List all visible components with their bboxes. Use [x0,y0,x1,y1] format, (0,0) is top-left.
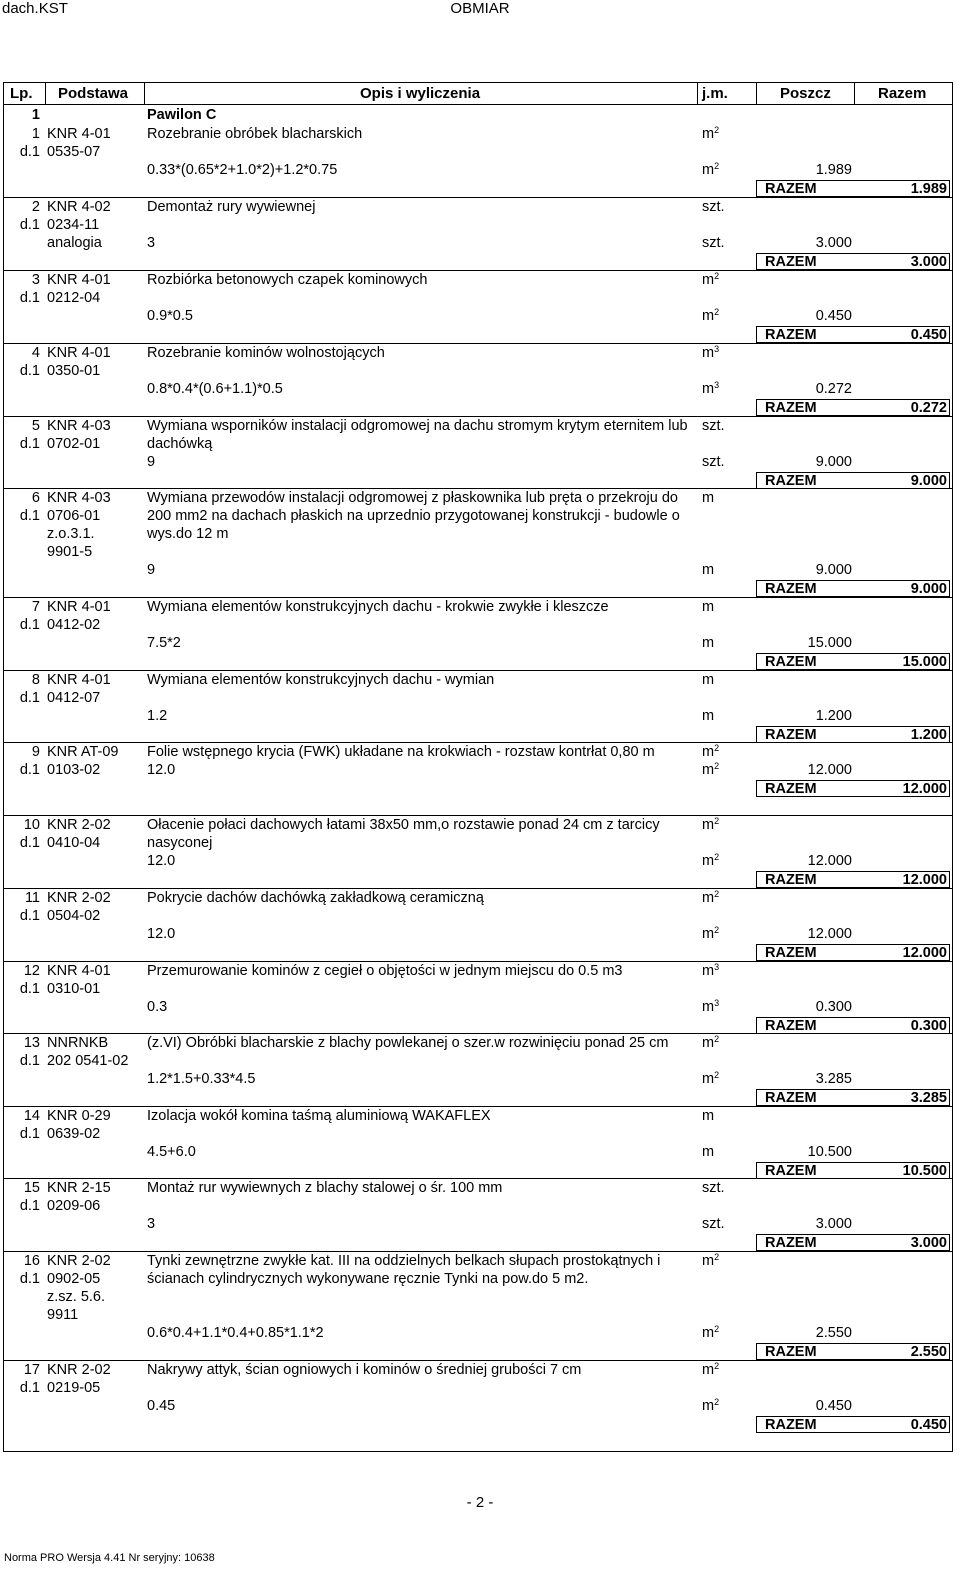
item-calc-unit: $m^2$ [702,1397,720,1414]
item-lp [4,598,40,634]
item-calculation: 12.0 [147,762,176,778]
item-lp-line: 7 [31,599,40,615]
item-lp-line: d.1 [19,508,40,524]
item-podstawa-line: z.o.3.1. [47,526,95,542]
item-lp [4,125,40,161]
item-lp-line: d.1 [19,1380,40,1396]
item-calc-unit: $m^2$ [702,852,720,869]
item-description: Folie wstępnego krycia (FWK) układane na krokwiach - rozstaw kontrłat 0,80 m [147,744,655,760]
item-poszcz-value: 9.000 [815,562,852,578]
razem-value: 1.200 [910,727,947,743]
item-description: Nakrywy attyk, ścian ogniowych i kominów o średniej grubości 7 cm [147,1362,582,1378]
razem-value: 9.000 [910,473,947,489]
item-lp-line: 16 [23,1253,40,1269]
item-poszcz-value: 12.000 [807,853,852,869]
item-podstawa-line: 0310-01 [47,981,101,997]
item-razem-box [756,726,950,743]
col-poszcz: Poszcz [780,85,831,102]
item-lp-line: 15 [23,1180,40,1196]
razem-value: 2.550 [910,1344,947,1360]
item-lp [4,816,40,852]
item-podstawa [47,816,142,852]
item-lp [4,962,40,998]
item-description: Przemurowanie kominów z cegieł o objętości w jednym miejscu do 0.5 m3 [147,963,623,979]
section-title: Pawilon C [147,107,217,123]
razem-label: RAZEM [765,654,817,670]
item-unit: $m^2$ [702,743,720,760]
item-calculation: 0.8*0.4*(0.6+1.1)*0.5 [147,381,283,397]
item-lp-line: 9 [31,744,40,760]
item-lp-line: d.1 [19,762,40,778]
table-header [4,83,952,105]
item-description: Rozbiórka betonowych czapek kominowych [147,272,428,288]
item-lp-line: 14 [23,1108,40,1124]
item-calc-unit: szt. [702,1216,725,1232]
item-podstawa [47,1179,142,1215]
item-calculation: 3 [147,235,156,251]
razem-label: RAZEM [765,1344,817,1360]
item-poszcz-value: 3.000 [815,1216,852,1232]
item-lp-line: d.1 [19,217,40,233]
item-razem-box [756,1343,950,1360]
item-razem-box [756,1017,950,1034]
item-razem-box [756,253,950,270]
item-lp-line: d.1 [19,617,40,633]
razem-label: RAZEM [765,1235,817,1251]
item-unit: szt. [702,1180,725,1196]
item-calculation: 0.3 [147,999,168,1015]
item-lp [4,889,40,925]
item-lp-line: 8 [31,672,40,688]
page-number: - 2 - [466,1494,494,1511]
item-podstawa [47,344,142,380]
item-poszcz-value: 3.285 [815,1071,852,1087]
item-calc-unit: $m^2$ [702,761,720,778]
item-razem-box [756,180,950,197]
item-lp [4,1179,40,1215]
item-poszcz-value: 12.000 [807,926,852,942]
item-podstawa-line: KNR 4-01 [47,599,111,615]
item-row [4,344,952,417]
item-description: Wymiana elementów konstrukcyjnych dachu - wymian [147,672,495,688]
item-lp-line: d.1 [19,1053,40,1069]
col-podstawa: Podstawa [58,85,129,102]
item-description: (z.VI) Obróbki blacharskie z blachy powlekanej o szer.w rozwinięciu ponad 25 cm [147,1035,669,1051]
razem-value: 3.000 [910,254,947,270]
item-calculation: 3 [147,1216,156,1232]
item-razem-box [756,399,950,416]
item-razem-box [756,326,950,343]
razem-label: RAZEM [765,1417,817,1433]
item-poszcz-value: 10.500 [807,1144,852,1160]
item-calc-unit: $m^2$ [702,925,720,942]
razem-value: 1.989 [910,181,947,197]
item-lp-line: 13 [23,1035,40,1051]
item-calc-unit: m [702,1144,715,1160]
razem-label: RAZEM [765,581,817,597]
item-lp-line: d.1 [19,363,40,379]
razem-label: RAZEM [765,872,817,888]
item-podstawa [47,271,142,307]
item-calculation: 1.2 [147,708,168,724]
item-description: Wymiana przewodów instalacji odgromowej z płaskownika lub pręta o przekroju do 200 mm2 na dachach płaskich na uprzednio przygotowanej konstrukcji - budowle o wys.do 12 m [147,490,680,542]
col-razem: Razem [878,85,927,102]
item-calculation: 12.0 [147,853,176,869]
item-poszcz-value: 15.000 [807,635,852,651]
item-unit: szt. [702,199,725,215]
item-calc-unit: $m^2$ [702,1324,720,1341]
item-unit: $m^2$ [702,1361,720,1378]
item-lp-line: d.1 [19,1126,40,1142]
item-row [4,889,952,962]
item-description: Demontaż rury wywiewnej [147,199,316,215]
razem-value: 9.000 [910,581,947,597]
item-lp-line: 2 [31,199,40,215]
item-description: Wymiana wsporników instalacji odgromowej na dachu stromym krytym eternitem lub dachówką [147,418,688,452]
item-lp-line: d.1 [19,1271,40,1287]
item-lp [4,671,40,707]
item-lp-line: d.1 [19,835,40,851]
item-row [4,671,952,743]
item-lp-line: d.1 [19,690,40,706]
razem-value: 0.450 [910,327,947,343]
item-podstawa [47,417,142,453]
item-razem-box [756,653,950,670]
item-calculation: 12.0 [147,926,176,942]
item-podstawa-line: 0219-05 [47,1380,101,1396]
item-podstawa-line: 0504-02 [47,908,101,924]
item-podstawa [47,743,142,779]
item-lp [4,489,40,525]
item-podstawa-line: 0902-05 [47,1271,101,1287]
item-podstawa-line: KNR 4-02 [47,199,111,215]
item-podstawa [47,889,142,925]
item-row [4,816,952,889]
item-unit: $m^3$ [702,344,720,361]
item-unit: $m^3$ [702,962,720,979]
razem-value: 12.000 [902,872,947,888]
item-calculation: 0.45 [147,1398,176,1414]
col-opis: Opis i wyliczenia [360,85,481,102]
item-lp-line: d.1 [19,290,40,306]
software-note: Norma PRO Wersja 4.41 Nr seryjny: 10638 [4,1552,215,1564]
item-lp-line: d.1 [19,908,40,924]
item-podstawa-line: KNR 4-01 [47,963,111,979]
item-podstawa [47,1361,142,1397]
item-podstawa-line: analogia [47,235,102,251]
item-razem-box [756,871,950,888]
item-podstawa-line: 202 0541-02 [47,1053,129,1069]
item-razem-box [756,472,950,489]
item-podstawa-line: KNR 2-02 [47,890,111,906]
item-calculation: 9 [147,562,156,578]
item-description: Montaż rur wywiewnych z blachy stalowej o śr. 100 mm [147,1180,503,1196]
razem-value: 0.300 [910,1018,947,1034]
item-razem-box [756,580,950,597]
item-podstawa-line: KNR AT-09 [47,744,119,760]
item-unit: m [702,490,715,506]
item-podstawa [47,962,142,998]
item-calc-unit: $m^3$ [702,998,720,1015]
item-calc-unit: $m^2$ [702,307,720,324]
item-podstawa-line: KNR 2-02 [47,817,111,833]
item-razem-box [756,1089,950,1106]
item-razem-box [756,780,950,797]
item-lp [4,1034,40,1070]
item-calc-unit: szt. [702,454,725,470]
item-lp-line: d.1 [19,981,40,997]
item-lp-line: 6 [31,490,40,506]
item-poszcz-value: 0.272 [815,381,852,397]
doc-header-title: OBMIAR [450,0,510,17]
item-podstawa-line: 0234-11 [47,217,100,233]
item-podstawa-line: 0410-04 [47,835,101,851]
item-row [4,489,952,598]
item-podstawa-line: 0103-02 [47,762,101,778]
item-podstawa-line: 0212-04 [47,290,101,306]
item-row [4,598,952,671]
item-calculation: 0.9*0.5 [147,308,193,324]
item-podstawa-line: KNR 4-01 [47,126,111,142]
razem-value: 0.450 [910,1417,947,1433]
item-lp-line: 17 [23,1362,40,1378]
item-poszcz-value: 0.300 [815,999,852,1015]
item-lp-line: 3 [31,272,40,288]
item-lp [4,344,40,380]
item-podstawa-line: 0209-06 [47,1198,101,1214]
item-description: Rozebranie obróbek blacharskich [147,126,363,142]
item-podstawa-line: KNR 4-01 [47,672,111,688]
razem-value: 0.272 [910,400,947,416]
item-row [4,198,952,271]
item-row [4,417,952,489]
col-jm: j.m. [702,85,728,102]
razem-label: RAZEM [765,254,817,270]
item-poszcz-value: 12.000 [807,762,852,778]
item-row [4,1107,952,1179]
item-podstawa [47,598,142,634]
item-podstawa-line: z.sz. 5.6. [47,1289,106,1305]
item-poszcz-value: 0.450 [815,308,852,324]
measurement-table [3,82,953,1452]
item-podstawa [47,1034,142,1070]
section-row [4,106,952,125]
item-description: Rozebranie kominów wolnostojących [147,345,385,361]
item-calc-unit: $m^2$ [702,1070,720,1087]
item-unit: m [702,672,715,688]
razem-value: 12.000 [902,945,947,961]
item-razem-box [756,944,950,961]
item-row [4,1179,952,1252]
item-lp-line: d.1 [19,1198,40,1214]
item-calc-unit: m [702,635,715,651]
item-row [4,1034,952,1107]
item-unit: m [702,1108,715,1124]
item-unit: $m^2$ [702,889,720,906]
item-podstawa-line: KNR 4-01 [47,272,111,288]
item-calc-unit: m [702,562,715,578]
razem-label: RAZEM [765,400,817,416]
item-lp-line: 12 [23,963,40,979]
razem-label: RAZEM [765,945,817,961]
item-row [4,962,952,1034]
item-unit: $m^2$ [702,271,720,288]
item-unit: $m^2$ [702,816,720,833]
item-lp-line: 4 [31,345,40,361]
item-poszcz-value: 1.989 [815,162,852,178]
item-unit: m [702,599,715,615]
item-calculation: 0.33*(0.65*2+1.0*2)+1.2*0.75 [147,162,338,178]
razem-label: RAZEM [765,327,817,343]
item-unit: $m^2$ [702,125,720,142]
item-calc-unit: $m^2$ [702,161,720,178]
item-lp [4,271,40,307]
item-lp-line: d.1 [19,144,40,160]
item-podstawa-line: 0412-07 [47,690,101,706]
item-podstawa-line: 9911 [47,1307,79,1323]
item-podstawa [47,489,142,561]
item-unit: $m^2$ [702,1034,720,1051]
item-calc-unit: szt. [702,235,725,251]
item-poszcz-value: 9.000 [815,454,852,470]
item-podstawa-line: KNR 4-03 [47,490,111,506]
razem-value: 12.000 [902,781,947,797]
item-lp-line: d.1 [19,436,40,452]
item-podstawa-line: 0706-01 [47,508,101,524]
item-podstawa [47,198,142,252]
col-lp: Lp. [10,85,33,102]
item-calculation: 0.6*0.4+1.1*0.4+0.85*1.1*2 [147,1325,324,1341]
razem-value: 3.285 [910,1090,947,1106]
item-podstawa-line: KNR 2-15 [47,1180,111,1196]
item-podstawa-line: 0412-02 [47,617,101,633]
item-description: Ołacenie połaci dachowych łatami 38x50 mm,o rozstawie ponad 24 cm z tarcicy nasyconej [147,817,660,851]
item-description: Pokrycie dachów dachówką zakładkową ceramiczną [147,890,484,906]
item-podstawa-line: 0535-07 [47,144,101,160]
razem-value: 3.000 [910,1235,947,1251]
razem-value: 10.500 [902,1163,947,1179]
item-unit: $m^2$ [702,1252,720,1269]
item-lp [4,198,40,234]
item-podstawa-line: 9901-5 [47,544,93,560]
item-podstawa [47,1252,142,1324]
item-calculation: 1.2*1.5+0.33*4.5 [147,1071,256,1087]
item-calculation: 4.5+6.0 [147,1144,196,1160]
item-lp [4,1252,40,1288]
item-podstawa-line: KNR 2-02 [47,1253,111,1269]
razem-label: RAZEM [765,181,817,197]
item-poszcz-value: 0.450 [815,1398,852,1414]
item-razem-box [756,1234,950,1251]
item-poszcz-value: 3.000 [815,235,852,251]
razem-label: RAZEM [765,473,817,489]
section-number: 1 [31,107,40,123]
item-podstawa [47,125,142,161]
item-razem-box [756,1162,950,1179]
item-podstawa-line: NNRNKB [47,1035,109,1051]
item-podstawa-line: KNR 4-01 [47,345,111,361]
item-lp [4,417,40,453]
razem-value: 15.000 [902,654,947,670]
razem-label: RAZEM [765,727,817,743]
item-lp [4,1361,40,1397]
item-poszcz-value: 2.550 [815,1325,852,1341]
item-row [4,1252,952,1361]
doc-header-left: dach.KST [2,0,68,17]
item-row [4,271,952,344]
item-razem-box [756,1416,950,1433]
item-podstawa [47,1107,142,1143]
item-calc-unit: m [702,708,715,724]
item-unit: szt. [702,418,725,434]
razem-label: RAZEM [765,781,817,797]
item-podstawa-line: 0639-02 [47,1126,101,1142]
item-podstawa-line: KNR 4-03 [47,418,111,434]
item-poszcz-value: 1.200 [815,708,852,724]
razem-label: RAZEM [765,1090,817,1106]
item-calculation: 7.5*2 [147,635,181,651]
item-row [4,743,952,816]
razem-label: RAZEM [765,1163,817,1179]
item-podstawa-line: 0350-01 [47,363,101,379]
item-calculation: 9 [147,454,156,470]
item-lp-line: 1 [31,126,40,142]
razem-label: RAZEM [765,1018,817,1034]
item-lp-line: 5 [31,418,40,434]
item-podstawa-line: KNR 0-29 [47,1108,111,1124]
item-description: Wymiana elementów konstrukcyjnych dachu - krokwie zwykłe i kleszcze [147,599,609,615]
item-podstawa [47,671,142,707]
item-row [4,125,952,198]
item-lp-line: 10 [23,817,40,833]
item-calc-unit: $m^3$ [702,380,720,397]
item-description: Tynki zewnętrzne zwykłe kat. III na oddzielnych belkach słupach prostokątnych i ścianach cylindrycznych wykonywane ręcznie Tynki na pow.do 5 m2. [147,1253,661,1287]
item-row [4,1361,952,1451]
item-lp [4,1107,40,1143]
item-podstawa-line: KNR 2-02 [47,1362,111,1378]
item-podstawa-line: 0702-01 [47,436,101,452]
item-lp-line: 11 [24,890,40,906]
item-lp [4,743,40,779]
item-description: Izolacja wokół komina taśmą aluminiową WAKAFLEX [147,1108,491,1124]
